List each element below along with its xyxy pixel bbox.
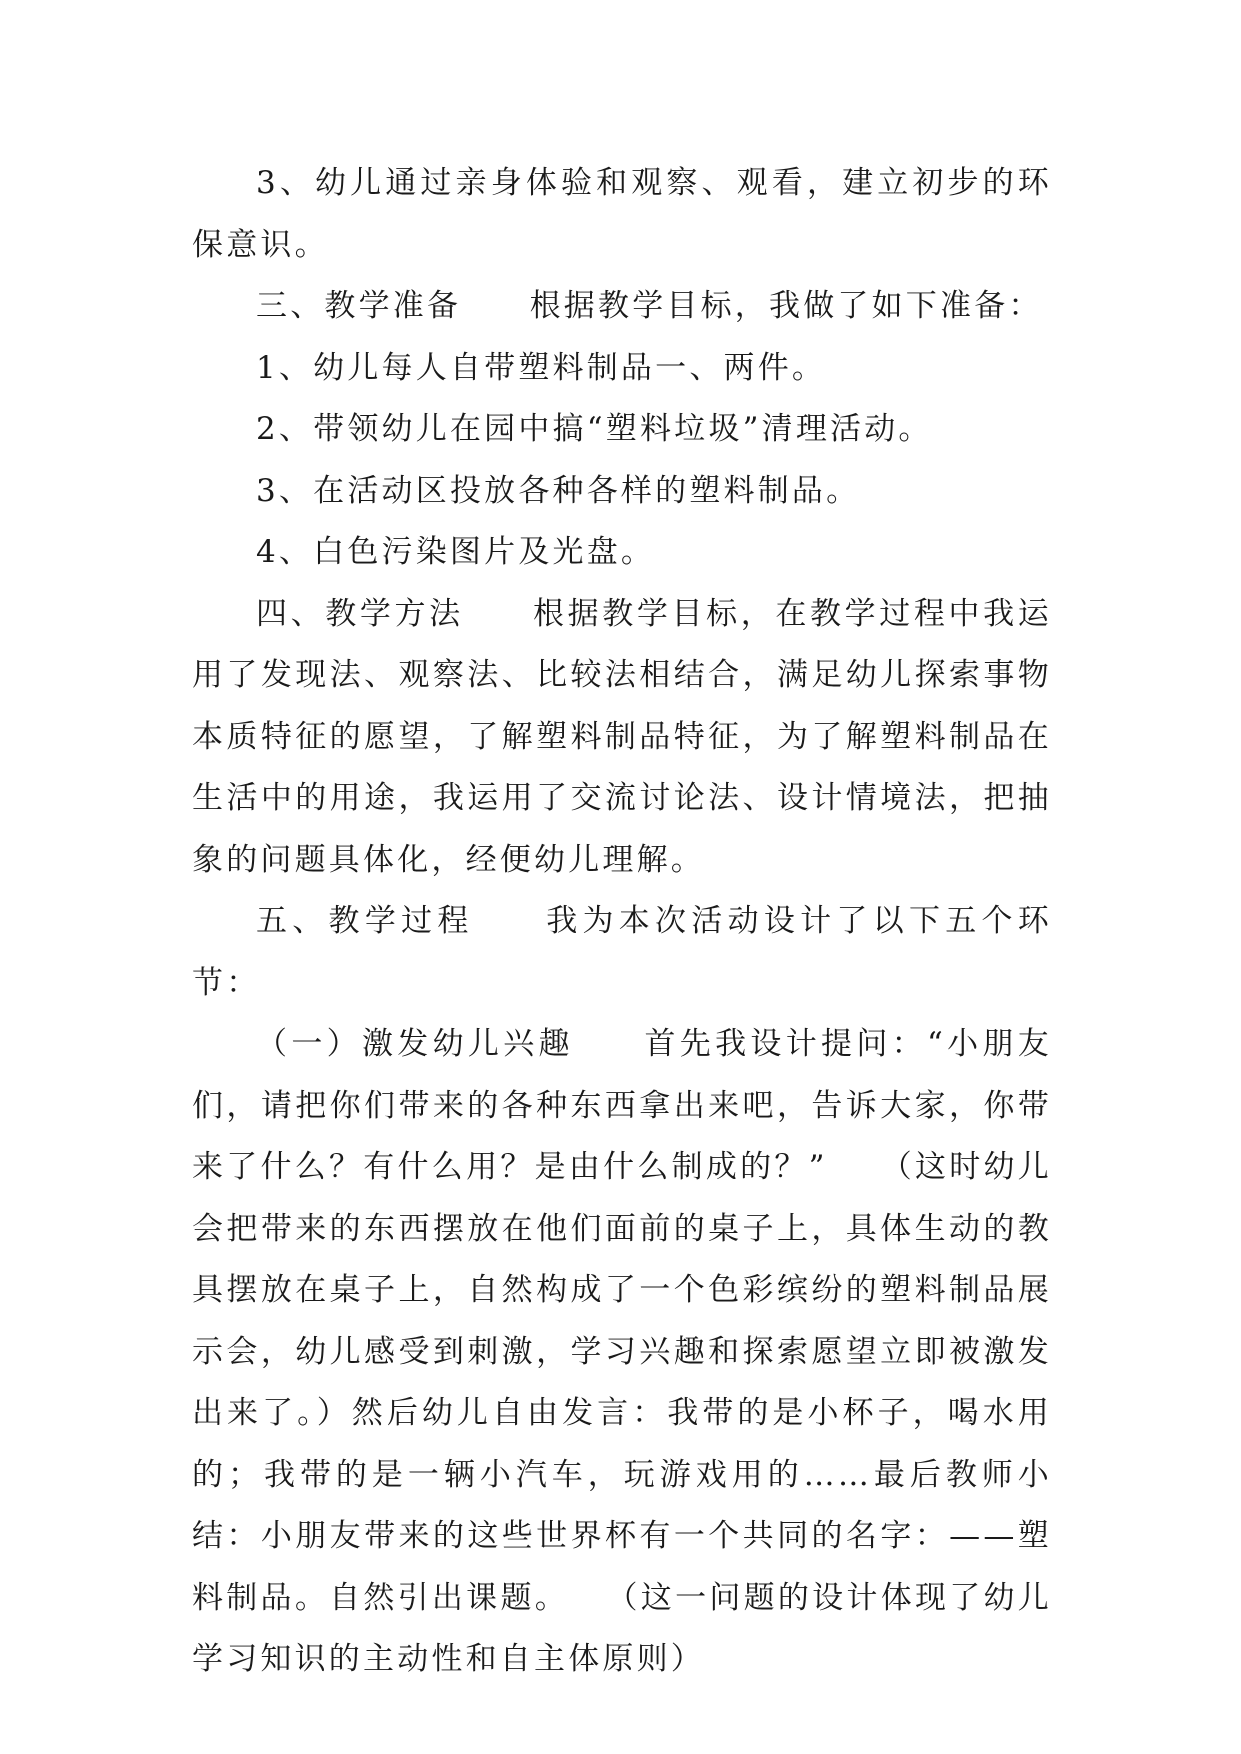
paragraph-goal-3: 3、幼儿通过亲身体验和观察、观看，建立初步的环保意识。 (192, 165, 1052, 263)
paragraph-preparation-2: 2、带领幼儿在园中搞“塑料垃圾”清理活动。 (256, 411, 933, 447)
document-body (192, 153, 1052, 1691)
paragraph-stimulate-interest: （一）激发幼儿兴趣 首先我设计提问：“小朋友们，请把你们带来的各种东西拿出来吧，告诉大家，你带来了什么？有什么用？是由什么制成的？” （这时幼儿会把带来的东西摆放在他们面前的桌子上，具体生动的教具摆放在桌子上，自然构成了一个色彩缤纷的塑料制品展示会，幼儿感受到刺激，学习兴趣和探索愿望立即被激发出来了。）然后幼儿自由发言：我带的是小杯子，喝水用的；我带的是一辆小汽车，玩游戏用的……最后教师小结：小朋友带来的这些世界杯有一个共同的名字：——塑料制品。自然引出课题。 （这一问题的设计体现了幼儿学习知识的主动性和自主体原则） (192, 1026, 1052, 1677)
paragraph-teaching-methods: 四、教学方法 根据教学目标，在教学过程中我运用了发现法、观察法、比较法相结合，满足幼儿探索事物本质特征的愿望，了解塑料制品特征，为了解塑料制品在生活中的用途，我运用了交流讨论法、设计情境法，把抽象的问题具体化，经便幼儿理解。 (192, 595, 1052, 878)
paragraph-teaching-process: 五、教学过程 我为本次活动设计了以下五个环节： (192, 903, 1052, 1001)
paragraph-preparation-4: 4、白色污染图片及光盘。 (256, 534, 656, 570)
paragraph-preparation-1: 1、幼儿每人自带塑料制品一、两件。 (256, 349, 827, 386)
paragraph-preparation-3: 3、在活动区投放各种各样的塑料制品。 (256, 472, 861, 509)
paragraph-teaching-preparation: 三、教学准备 根据教学目标，我做了如下准备： (256, 288, 1043, 324)
